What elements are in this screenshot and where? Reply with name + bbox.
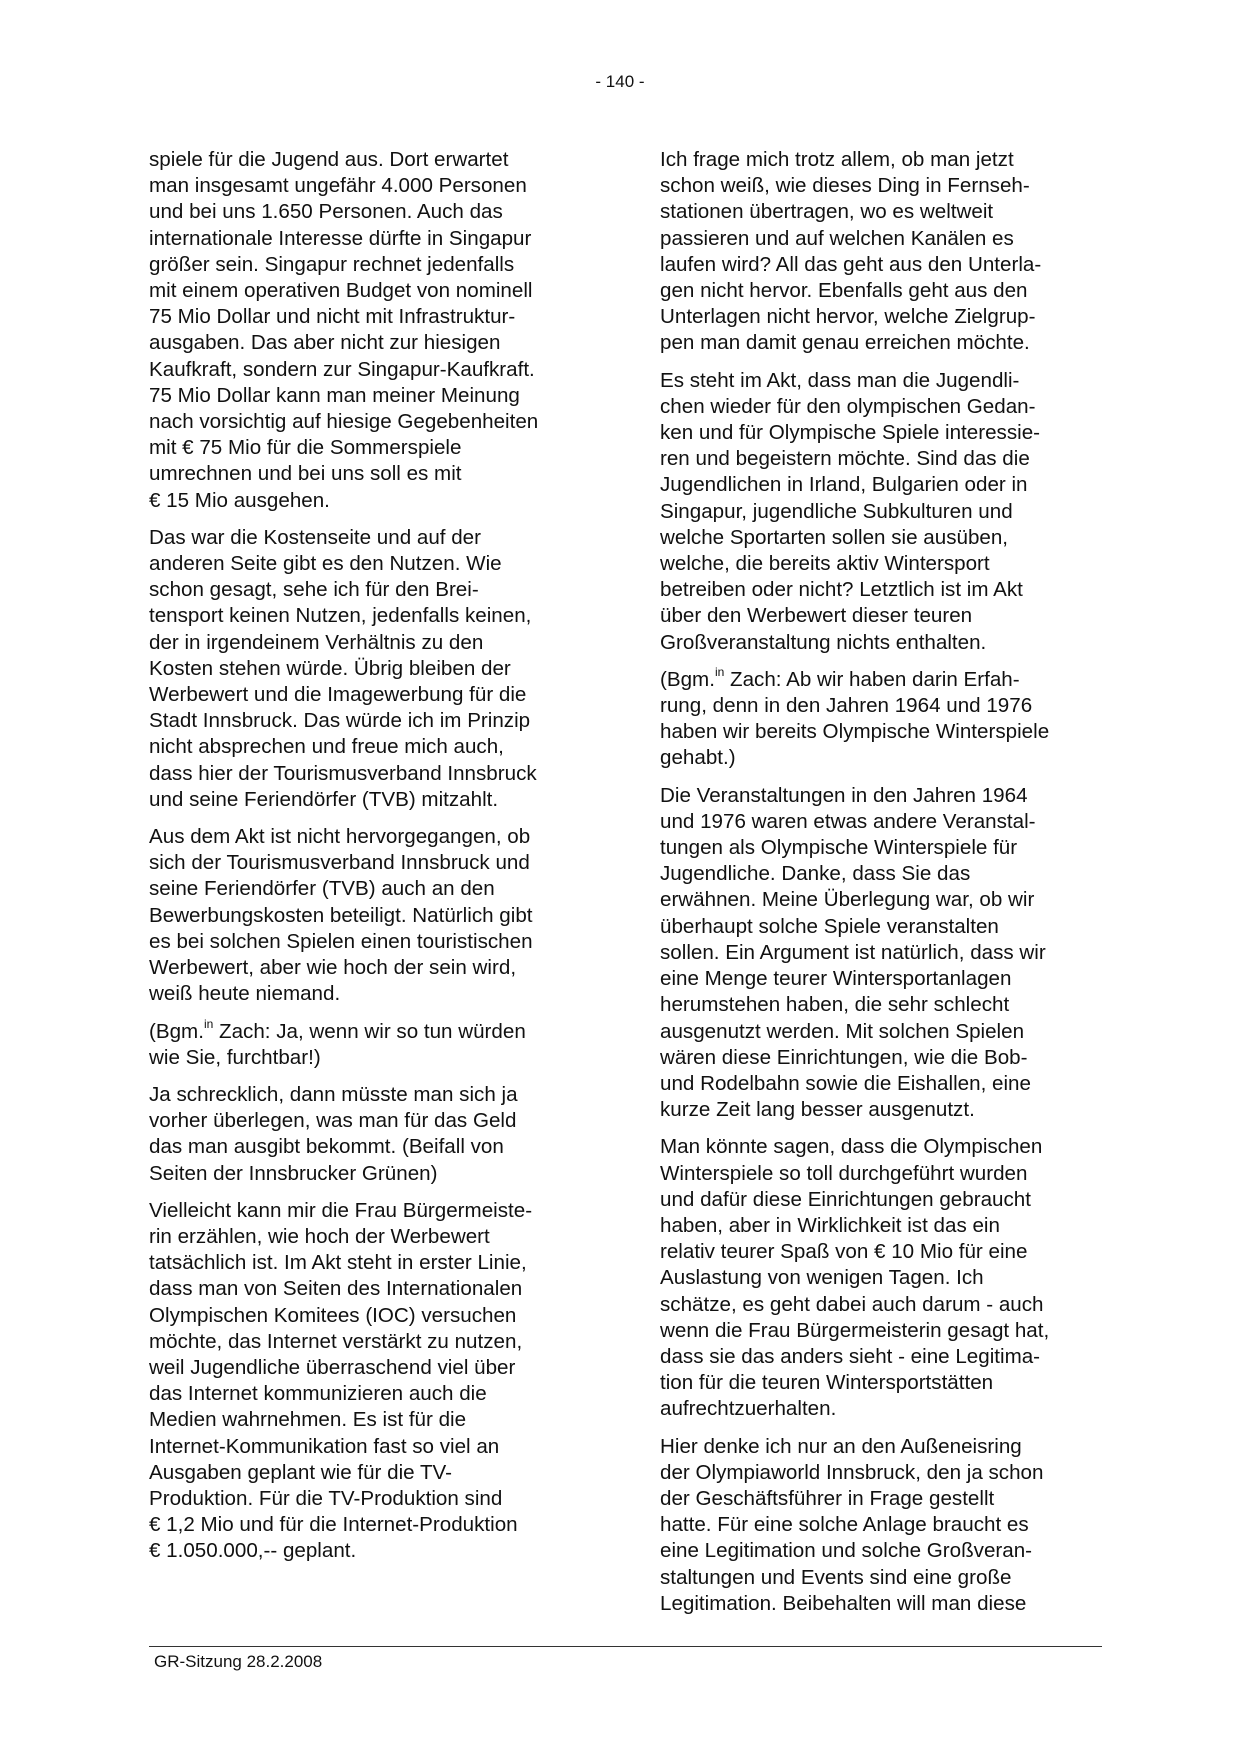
paragraph-line: tion für die teuren Wintersportstätten xyxy=(660,1371,994,1395)
page-number: - 140 - xyxy=(595,72,645,91)
paragraph-line: passieren und auf welchen Kanälen es xyxy=(660,226,1014,250)
paragraph-line: Es steht im Akt, dass man die Jugendli- xyxy=(660,368,1020,392)
paragraph-line: Hier denke ich nur an den Außeneisring xyxy=(660,1434,1022,1458)
right-column xyxy=(660,147,1115,1628)
paragraph-line: tungen als Olympische Winterspiele für xyxy=(660,836,1018,860)
paragraph-line: relativ teurer Spaß von € 10 Mio für eine xyxy=(660,1240,1028,1264)
paragraph xyxy=(149,147,599,514)
paragraph-line: und seine Feriendörfer (TVB) mitzahlt. xyxy=(149,787,499,811)
paragraph-line: eine Legitimation und solche Großveran- xyxy=(660,1539,1033,1563)
paragraph-line: eine Menge teurer Wintersportanlagen xyxy=(660,967,1012,991)
title-superscript: in xyxy=(203,1016,214,1031)
paragraph-line: € 1,2 Mio und für die Internet-Produktion xyxy=(149,1513,518,1537)
paragraph-line: sollen. Ein Argument ist natürlich, dass wir xyxy=(660,940,1046,964)
paragraph-line: Werbewert und die Imagewerbung für die xyxy=(149,683,527,707)
paragraph xyxy=(660,147,1115,357)
paragraph-line: Medien wahrnehmen. Es ist für die xyxy=(149,1408,467,1432)
paragraph-line: ausgaben. Das aber nicht zur hiesigen xyxy=(149,331,501,355)
paragraph-line xyxy=(149,1016,599,1045)
paragraph-line: über den Werbewert dieser teuren xyxy=(660,604,973,628)
paragraph-line: ren und begeistern möchte. Sind das die xyxy=(660,447,1030,471)
paragraph-line: sich der Tourismusverband Innsbruck und xyxy=(149,851,530,875)
paragraph-line: größer sein. Singapur rechnet jedenfalls xyxy=(149,252,515,276)
paragraph-line: möchte, das Internet verstärkt zu nutzen, xyxy=(149,1329,523,1353)
paragraph-line: es bei solchen Spielen einen touristischen xyxy=(149,929,533,953)
paragraph-line: stationen übertragen, wo es weltweit xyxy=(660,200,994,224)
paragraph-line: das man ausgibt bekommt. (Beifall von xyxy=(149,1135,504,1159)
paragraph xyxy=(660,1434,1115,1617)
paragraph xyxy=(660,783,1115,1124)
footer-divider xyxy=(149,1646,1102,1647)
paragraph-line: Kaufkraft, sondern zur Singapur-Kaufkraft. xyxy=(149,357,535,381)
paragraph-line: weiß heute niemand. xyxy=(149,982,341,1006)
paragraph xyxy=(149,1198,599,1565)
paragraph-line: schon gesagt, sehe ich für den Brei- xyxy=(149,578,479,602)
interjection-paragraph xyxy=(149,1016,599,1071)
interjection-paragraph xyxy=(660,667,1115,772)
paragraph-line: nicht absprechen und freue mich auch, xyxy=(149,735,504,759)
paragraph-line: und dafür diese Einrichtungen gebraucht xyxy=(660,1187,1031,1211)
paragraph-line: tensport keinen Nutzen, jedenfalls keinen, xyxy=(149,604,532,628)
paragraph-line: dass man von Seiten des Internationalen xyxy=(149,1277,523,1301)
paragraph-line: Winterspiele so toll durchgeführt wurden xyxy=(660,1161,1028,1185)
paragraph-line: weil Jugendliche überraschend viel über xyxy=(149,1355,516,1379)
paragraph-line: gehabt.) xyxy=(660,746,736,770)
paragraph-line: Internet-Kommunikation fast so viel an xyxy=(149,1434,500,1458)
paragraph-line: spiele für die Jugend aus. Dort erwartet xyxy=(149,148,509,171)
paragraph-line: schon weiß, wie dieses Ding in Fernseh- xyxy=(660,174,1030,198)
paragraph-line: mit einem operativen Budget von nominell xyxy=(149,279,533,303)
paragraph-line: Werbewert, aber wie hoch der sein wird, xyxy=(149,956,517,980)
paragraph-line: wären diese Einrichtungen, wie die Bob- xyxy=(660,1045,1028,1069)
paragraph-line: überhaupt solche Spiele veranstalten xyxy=(660,914,999,938)
paragraph-line: rin erzählen, wie hoch der Werbewert xyxy=(149,1224,490,1248)
paragraph-line: der Geschäftsführer in Frage gestellt xyxy=(660,1486,995,1510)
paragraph-line: vorher überlegen, was man für das Geld xyxy=(149,1109,517,1133)
paragraph-line: schätze, es geht dabei auch darum - auch xyxy=(660,1292,1044,1316)
paragraph-line: € 1.050.000,-- geplant. xyxy=(149,1539,357,1563)
paragraph-line: internationale Interesse dürfte in Singapur xyxy=(149,226,532,250)
paragraph-line: laufen wird? All das geht aus den Unterla- xyxy=(660,252,1042,276)
paragraph-line: rung, denn in den Jahren 1964 und 1976 xyxy=(660,694,1033,718)
paragraph-line: gen nicht hervor. Ebenfalls geht aus den xyxy=(660,279,1028,303)
paragraph-line: wenn die Frau Bürgermeisterin gesagt hat, xyxy=(660,1318,1050,1342)
paragraph xyxy=(149,525,599,813)
paragraph-line: Aus dem Akt ist nicht hervorgegangen, ob xyxy=(149,825,531,849)
paragraph-line: der in irgendeinem Verhältnis zu den xyxy=(149,630,484,654)
paragraph-line: Großveranstaltung nichts enthalten. xyxy=(660,630,987,654)
paragraph-line: staltungen und Events sind eine große xyxy=(660,1565,1012,1589)
paragraph-line: herumstehen haben, die sehr schlecht xyxy=(660,993,1010,1017)
paragraph-line: pen man damit genau erreichen möchte. xyxy=(660,331,1030,355)
paragraph xyxy=(149,824,599,1007)
paragraph-line: nach vorsichtig auf hiesige Gegebenheiten xyxy=(149,410,539,434)
paragraph-line: dass sie das anders sieht - eine Legitima- xyxy=(660,1344,1041,1368)
paragraph-line: Das war die Kostenseite und auf der xyxy=(149,525,481,549)
paragraph-line: € 15 Mio ausgehen. xyxy=(149,488,330,512)
paragraph-line: Kosten stehen würde. Übrig bleiben der xyxy=(149,656,511,680)
left-column xyxy=(149,147,599,1576)
paragraph-line: Unterlagen nicht hervor, welche Zielgrup- xyxy=(660,305,1036,329)
paragraph-line: Man könnte sagen, dass die Olympischen xyxy=(660,1135,1043,1159)
paragraph-line: welche Sportarten sollen sie ausüben, xyxy=(660,525,1009,549)
paragraph-line: umrechnen und bei uns soll es mit xyxy=(149,462,462,486)
paragraph-line: und bei uns 1.650 Personen. Auch das xyxy=(149,200,503,224)
paragraph-line: 75 Mio Dollar kann man meiner Meinung xyxy=(149,383,520,407)
paragraph-line: chen wieder für den olympischen Gedan- xyxy=(660,394,1036,418)
paragraph-line: man insgesamt ungefähr 4.000 Personen xyxy=(149,174,527,198)
paragraph-line: haben, aber in Wirklichkeit ist das ein xyxy=(660,1213,1000,1237)
paragraph-line: ken und für Olympische Spiele interessie- xyxy=(660,421,1041,445)
paragraph-line: wie Sie, furchtbar!) xyxy=(149,1045,321,1069)
paragraph-line: Legitimation. Beibehalten will man diese xyxy=(660,1591,1027,1615)
paragraph-line: aufrechtzuerhalten. xyxy=(660,1397,837,1421)
paragraph-line: Stadt Innsbruck. Das würde ich im Prinzip xyxy=(149,709,531,733)
paragraph-line: erwähnen. Meine Überlegung war, ob wir xyxy=(660,888,1035,912)
paragraph-line: hatte. Für eine solche Anlage braucht es xyxy=(660,1513,1029,1537)
paragraph-line: kurze Zeit lang besser ausgenutzt. xyxy=(660,1098,975,1122)
paragraph xyxy=(660,1134,1115,1422)
paragraph-line: ausgenutzt werden. Mit solchen Spielen xyxy=(660,1019,1025,1043)
paragraph-line: Ja schrecklich, dann müsste man sich ja xyxy=(149,1082,518,1106)
paragraph-line: Ausgaben geplant wie für die TV- xyxy=(149,1460,453,1484)
paragraph-line: und 1976 waren etwas andere Veranstal- xyxy=(660,809,1036,833)
paragraph-line: Bewerbungskosten beteiligt. Natürlich gibt xyxy=(149,903,533,927)
speaker-title: (Bgm. xyxy=(149,1019,204,1043)
paragraph-line: Seiten der Innsbrucker Grünen) xyxy=(149,1161,438,1185)
paragraph-line: Jugendliche. Danke, dass Sie das xyxy=(660,862,971,886)
paragraph-line: Auslastung von wenigen Tagen. Ich xyxy=(660,1266,984,1290)
paragraph-line: tatsächlich ist. Im Akt steht in erster Linie, xyxy=(149,1251,527,1275)
paragraph-line: Ich frage mich trotz allem, ob man jetzt xyxy=(660,148,1014,171)
paragraph-line: betreiben oder nicht? Letztlich ist im Akt xyxy=(660,578,1023,602)
paragraph-line: das Internet kommunizieren auch die xyxy=(149,1382,487,1406)
speaker-title: (Bgm. xyxy=(660,667,715,691)
paragraph-line: der Olympiaworld Innsbruck, den ja schon xyxy=(660,1460,1044,1484)
paragraph-line: und Rodelbahn sowie die Eishallen, eine xyxy=(660,1071,1031,1095)
paragraph-line: dass hier der Tourismusverband Innsbruck xyxy=(149,761,537,785)
paragraph-line: Die Veranstaltungen in den Jahren 1964 xyxy=(660,783,1028,807)
paragraph-line: Olympischen Komitees (IOC) versuchen xyxy=(149,1303,517,1327)
paragraph-line: Produktion. Für die TV-Produktion sind xyxy=(149,1486,503,1510)
interjection-text: Zach: Ja, wenn wir so tun würden xyxy=(213,1019,526,1043)
paragraph-line: Singapur, jugendliche Subkulturen und xyxy=(660,499,1013,523)
paragraph-line: welche, die bereits aktiv Wintersport xyxy=(660,552,990,576)
paragraph-line xyxy=(660,667,1115,693)
paragraph-line: Vielleicht kann mir die Frau Bürgermeiste- xyxy=(149,1198,533,1222)
paragraph xyxy=(149,1082,599,1187)
footer-session-label: GR-Sitzung 28.2.2008 xyxy=(154,1652,323,1671)
paragraph xyxy=(660,368,1115,656)
paragraph-line: haben wir bereits Olympische Winterspiele xyxy=(660,720,1050,744)
paragraph-line: mit € 75 Mio für die Sommerspiele xyxy=(149,436,462,460)
paragraph-line: anderen Seite gibt es den Nutzen. Wie xyxy=(149,552,502,576)
paragraph-line: 75 Mio Dollar und nicht mit Infrastruktur- xyxy=(149,305,516,329)
title-superscript: in xyxy=(714,665,725,679)
interjection-text: Zach: Ab wir haben darin Erfah- xyxy=(724,667,1020,691)
paragraph-line: Jugendlichen in Irland, Bulgarien oder in xyxy=(660,473,1028,497)
paragraph-line: seine Feriendörfer (TVB) auch an den xyxy=(149,877,495,901)
